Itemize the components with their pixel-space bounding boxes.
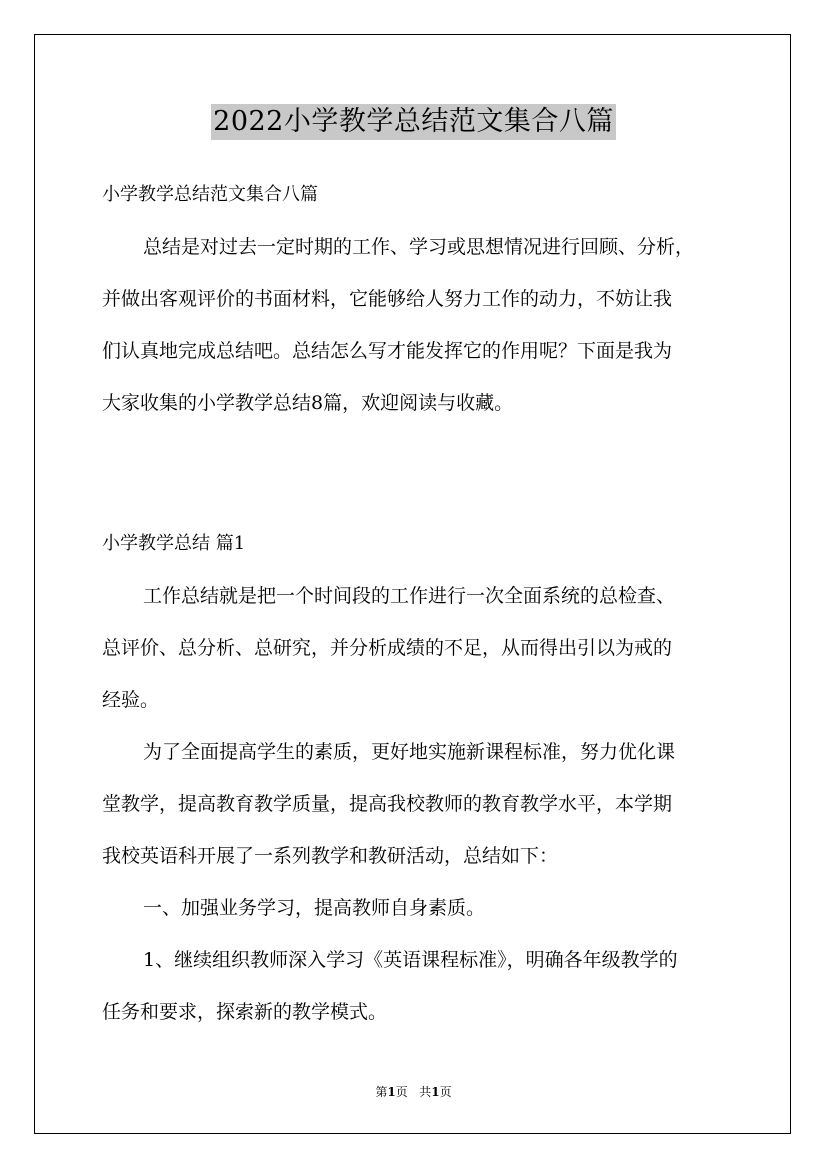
text-line: 并做出客观评价的书面材料，它能够给人努力工作的动力，不妨让我 — [102, 288, 673, 310]
title-container — [0, 104, 827, 140]
text-line: 大家收集的小学教学总结8篇，欢迎阅读与收藏。 — [102, 392, 514, 414]
text-line: 一、加强业务学习，提高教师自身素质。 — [143, 897, 486, 919]
document-title: 2022小学教学总结范文集合八篇 — [211, 104, 616, 140]
blank-line — [102, 429, 732, 481]
document-subtitle: 小学教学总结范文集合八篇 — [102, 184, 318, 205]
text-line: 们认真地完成总结吧。总结怎么写才能发挥它的作用呢？下面是我为 — [102, 340, 673, 362]
section-heading: 小学教学总结 篇1 — [102, 533, 246, 554]
footer-total-suffix: 页 — [439, 1085, 452, 1099]
intro-paragraph — [102, 221, 732, 429]
text-line: 为了全面提高学生的素质，更好地实施新课程标准，努力优化课 — [143, 741, 676, 763]
text-line: 任务和要求，探索新的教学模式。 — [102, 1001, 388, 1023]
paragraph-2 — [102, 726, 732, 882]
footer-page-number: 1 — [387, 1085, 396, 1099]
footer-page-suffix: 页 — [395, 1085, 408, 1099]
page-footer — [0, 1084, 827, 1100]
text-line: 1、继续组织教师深入学习《英语课程标准》，明确各年级教学的 — [143, 949, 678, 971]
paragraph-1 — [102, 570, 732, 726]
text-line: 工作总结就是把一个时间段的工作进行一次全面系统的总检查、 — [143, 585, 676, 607]
blank-spacing — [102, 481, 732, 518]
text-line: 堂教学，提高教育教学质量，提高我校教师的教育教学水平，本学期 — [102, 793, 673, 815]
footer-total-prefix: 共 — [419, 1085, 432, 1099]
text-line: 我校英语科开展了一系列教学和教研活动，总结如下： — [102, 845, 559, 867]
paragraph-4 — [102, 934, 732, 1038]
text-line: 总结是对过去一定时期的工作、学习或思想情况进行回顾、分析， — [143, 236, 695, 258]
footer-page-prefix: 第 — [375, 1085, 388, 1099]
text-line: 经验。 — [102, 689, 160, 711]
footer-total-number: 1 — [431, 1085, 440, 1099]
paragraph-3 — [102, 882, 732, 934]
text-line: 总评价、总分析、总研究，并分析成绩的不足，从而得出引以为戒的 — [102, 637, 673, 659]
document-body — [102, 169, 732, 1038]
